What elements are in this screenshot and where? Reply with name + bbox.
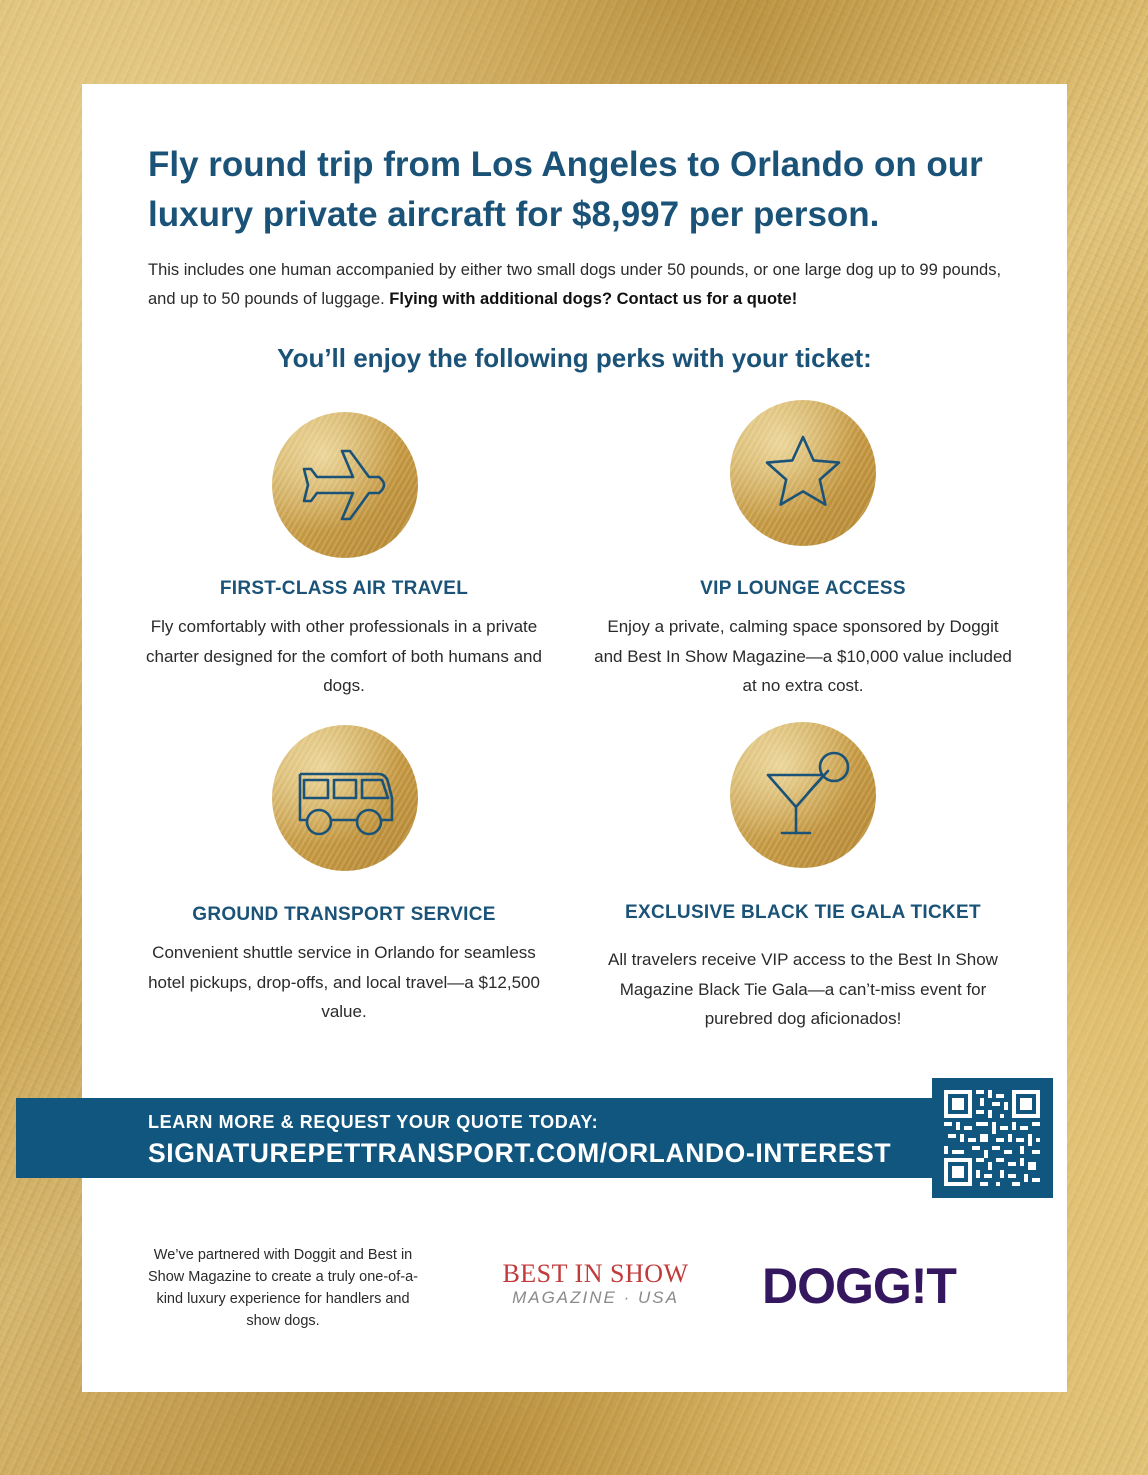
best-in-show-logo-subtitle: MAGAZINE · USA bbox=[512, 1288, 679, 1307]
doggit-logo: DOGG!T bbox=[762, 1258, 956, 1314]
perks-heading: You’ll enjoy the following perks with your ticket: bbox=[277, 343, 872, 373]
best-in-show-logo bbox=[478, 1260, 713, 1308]
perk-title-black-tie-gala: EXCLUSIVE BLACK TIE GALA TICKET bbox=[625, 902, 981, 923]
partner-description: We’ve partnered with Doggit and Best in Show Magazine to create a truly one-of-a-kind luxury experience for handlers and show dogs. bbox=[148, 1247, 418, 1329]
perk-desc-air-travel: Fly comfortably with other professionals in a private charter designed for the comfort of both humans and dogs. bbox=[146, 617, 542, 695]
qr-code-icon[interactable] bbox=[944, 1090, 1040, 1186]
van-icon bbox=[272, 725, 418, 871]
perk-desc-ground-transport: Convenient shuttle service in Orlando for seamless hotel pickups, drop-offs, and local travel—a $12,500 value. bbox=[148, 943, 540, 1021]
perk-title-air-travel: FIRST-CLASS AIR TRAVEL bbox=[219, 578, 469, 599]
perk-title-ground-transport: GROUND TRANSPORT SERVICE bbox=[192, 904, 496, 925]
perk-title-vip-lounge: VIP LOUNGE ACCESS bbox=[700, 578, 906, 599]
star-icon bbox=[730, 400, 876, 546]
perk-desc-vip-lounge: Enjoy a private, calming space sponsored by Doggit and Best In Show Magazine—a $10,000 value included at no extra cost. bbox=[594, 617, 1012, 695]
cta-url-link[interactable]: SIGNATUREPETTRANSPORT.COM/ORLANDO-INTEREST bbox=[148, 1138, 892, 1168]
cta-label: LEARN MORE & REQUEST YOUR QUOTE TODAY: bbox=[148, 1112, 599, 1132]
best-in-show-logo-title: BEST IN SHOW bbox=[502, 1259, 689, 1288]
intro-text: This includes one human accompanied by either two small dogs under 50 pounds, or one large dog up to 99 pounds, and up to 50 pounds of luggage. bbox=[148, 261, 1002, 308]
cocktail-icon bbox=[730, 722, 876, 868]
airplane-icon bbox=[272, 412, 418, 558]
headline: Fly round trip from Los Angeles to Orlando on our luxury private aircraft for $8,997 per person. bbox=[148, 145, 983, 234]
intro-paragraph bbox=[148, 256, 1028, 314]
perk-desc-black-tie-gala: All travelers receive VIP access to the Best In Show Magazine Black Tie Gala—a can’t-miss event for purebred dog aficionados! bbox=[608, 950, 998, 1028]
intro-bold-text: Flying with additional dogs? Contact us for a quote! bbox=[389, 290, 798, 308]
